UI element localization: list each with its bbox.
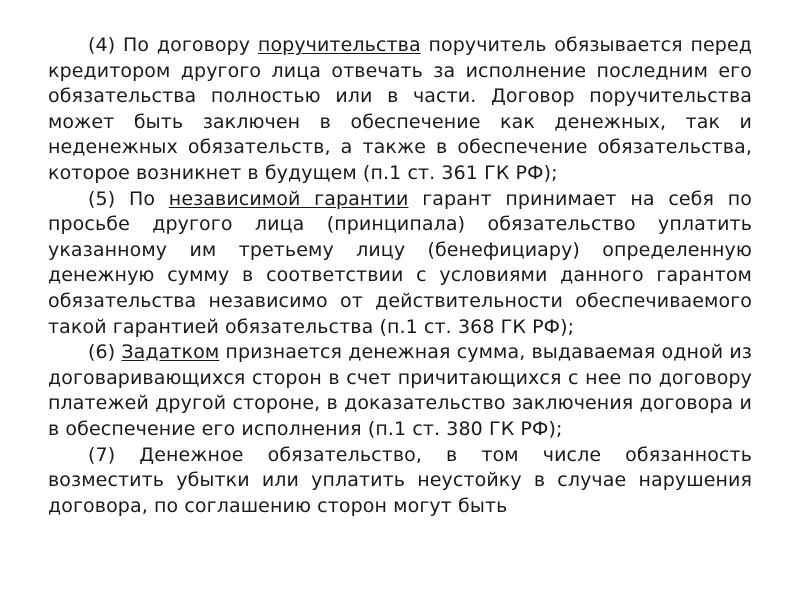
paragraph-text-start: (6): [88, 341, 122, 364]
paragraph-suretyship: [48, 33, 752, 187]
paragraph-independent-guarantee: [48, 187, 752, 341]
term-independent-guarantee: независимой гарантии: [168, 187, 409, 210]
paragraph-text-start: (7) Денежное обязательство, в том числе обязанность возместить убытки или уплатить неустойку в случае нарушения договора, по соглашению сторон могут быть: [48, 443, 752, 517]
paragraph-text-start: (5) По: [88, 187, 169, 210]
paragraph-deposit: [48, 340, 752, 442]
paragraph-text-rest: признается денежная сумма, выдаваемая одной из договаривающихся сторон в счет причитающихся с нее по договору платежей другой стороне, в доказательство заключения договора и в обеспечение его исполнения (п.1 ст. 380 ГК РФ);: [48, 341, 753, 440]
paragraph-text-start: (4) По договору: [88, 34, 258, 56]
term-deposit: Задатком: [121, 341, 220, 364]
text-body: [48, 33, 752, 519]
paragraph-monetary-obligation: [48, 443, 752, 520]
paragraph-text-rest: гарант принимает на себя по просьбе другого лица (принципала) обязательство уплатить указанному им третьему лицу (бенефициару) определенную денежную сумму в соответствии с условиями данного гарантом обязательства независимо от действительности обеспечиваемого такой гарантией обязательства (п.1 ст. 368 ГК РФ);: [48, 187, 752, 338]
paragraph-text-rest: поручитель обязывается перед кредитором другого лица отвечать за исполнение последним его обязательства полностью или в части. Договор поручительства может быть заключен в обеспечение как денежных, так и неденежных обязательств, а также в обеспечение обязательства, которое возникнет в будущем (п.1 ст. 361 ГК РФ);: [48, 34, 752, 184]
term-suretyship: поручительства: [257, 34, 421, 56]
